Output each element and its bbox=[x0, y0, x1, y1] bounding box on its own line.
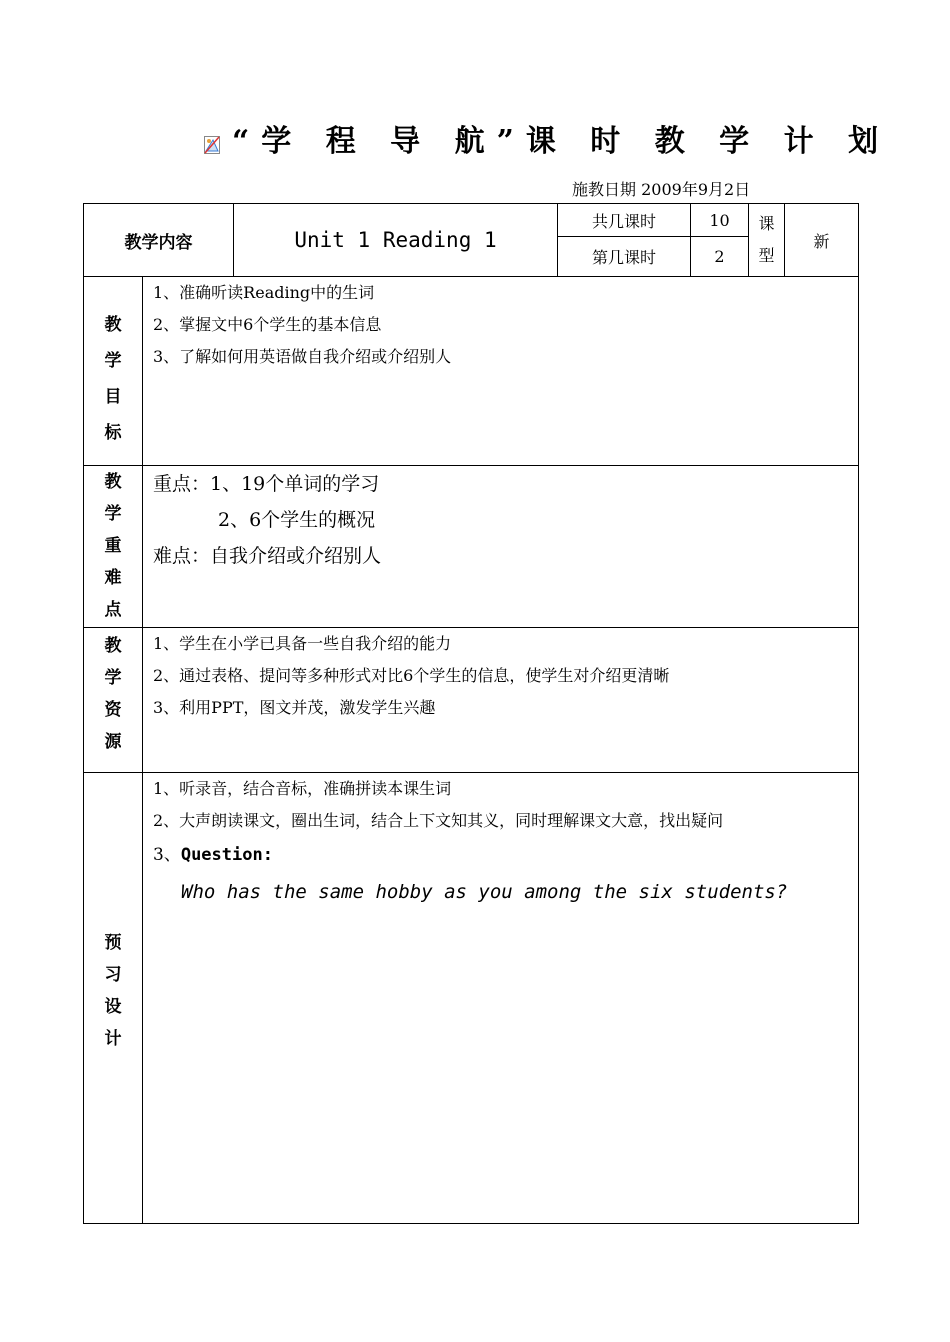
preview-label-char: 习 bbox=[104, 965, 122, 985]
preview-label-char: 预 bbox=[104, 933, 122, 953]
key-points-row bbox=[84, 466, 859, 628]
lesson-plan-table bbox=[83, 203, 859, 1224]
preview-item: 2、大声朗读课文，圈出生词，结合上下文知其义，同时理解课文大意，找出疑问 bbox=[153, 811, 724, 830]
key-points-label-char: 重 bbox=[104, 536, 122, 556]
objective-item: 3、了解如何用英语做自我介绍或介绍别人 bbox=[153, 347, 452, 366]
key-point-line: 重点：1、19个单词的学习 bbox=[153, 473, 380, 495]
objective-item: 1、准确听读Reading中的生词 bbox=[153, 283, 375, 302]
preview-item bbox=[153, 837, 858, 873]
total-hours-label: 共几课时 bbox=[558, 204, 691, 237]
resource-item: 1、学生在小学已具备一些自我介绍的能力 bbox=[153, 634, 452, 653]
key-points-label-char: 难 bbox=[104, 568, 122, 588]
teaching-date bbox=[572, 177, 750, 200]
key-point-line: 2、6个学生的概况 bbox=[218, 509, 376, 531]
page-title: “学 程 导 航”课 时 教 学 计 划 bbox=[232, 124, 891, 159]
type-label bbox=[749, 204, 785, 277]
objectives-content bbox=[143, 277, 859, 466]
type-label-1: 课 bbox=[758, 214, 775, 233]
date-value: 2009年9月2日 bbox=[641, 180, 751, 199]
key-points-label-char: 教 bbox=[104, 472, 122, 492]
question-prefix: 3、 bbox=[153, 845, 181, 865]
preview-content bbox=[143, 773, 859, 1224]
lesson-title: Unit 1 Reading 1 bbox=[234, 204, 558, 277]
question-label: Question: bbox=[180, 845, 273, 865]
difficulty-line: 难点：自我介绍或介绍别人 bbox=[153, 545, 382, 567]
summary-row bbox=[84, 204, 859, 237]
current-hour-label: 第几课时 bbox=[558, 237, 691, 277]
current-hour-value: 2 bbox=[691, 237, 749, 277]
resources-label bbox=[84, 628, 143, 773]
date-label: 施教日期 bbox=[572, 180, 637, 199]
resources-label-char: 学 bbox=[104, 668, 122, 688]
objectives-label-char: 标 bbox=[104, 423, 122, 443]
type-value: 新 bbox=[785, 204, 859, 277]
broken-image-icon bbox=[204, 134, 220, 154]
objectives-label bbox=[84, 277, 143, 466]
content-label: 教学内容 bbox=[84, 204, 234, 277]
type-label-2: 型 bbox=[758, 246, 775, 265]
objective-item: 2、掌握文中6个学生的基本信息 bbox=[153, 315, 382, 334]
preview-label bbox=[84, 773, 143, 1224]
preview-label-char: 计 bbox=[104, 1029, 122, 1049]
preview-item: 1、听录音，结合音标，准确拼读本课生词 bbox=[153, 779, 452, 798]
objectives-label-char: 学 bbox=[104, 351, 122, 371]
key-points-content bbox=[143, 466, 859, 628]
total-hours-value: 10 bbox=[691, 204, 749, 237]
key-points-label bbox=[84, 466, 143, 628]
question-text: Who has the same hobby as you among the six students? bbox=[181, 881, 788, 903]
resources-row bbox=[84, 628, 859, 773]
resources-content bbox=[143, 628, 859, 773]
resources-label-char: 资 bbox=[104, 700, 122, 720]
header bbox=[0, 112, 950, 160]
resource-item: 2、通过表格、提问等多种形式对比6个学生的信息，使学生对介绍更清晰 bbox=[153, 666, 670, 685]
preview-label-char: 设 bbox=[104, 997, 122, 1017]
resources-label-char: 源 bbox=[104, 732, 122, 752]
objectives-row bbox=[84, 277, 859, 466]
resource-item: 3、利用PPT，图文并茂，激发学生兴趣 bbox=[153, 698, 436, 717]
objectives-label-char: 目 bbox=[104, 387, 122, 407]
key-points-label-char: 点 bbox=[104, 600, 122, 620]
key-points-label-char: 学 bbox=[104, 504, 122, 524]
resources-label-char: 教 bbox=[104, 636, 122, 656]
preview-row bbox=[84, 773, 859, 1224]
objectives-label-char: 教 bbox=[104, 315, 122, 335]
